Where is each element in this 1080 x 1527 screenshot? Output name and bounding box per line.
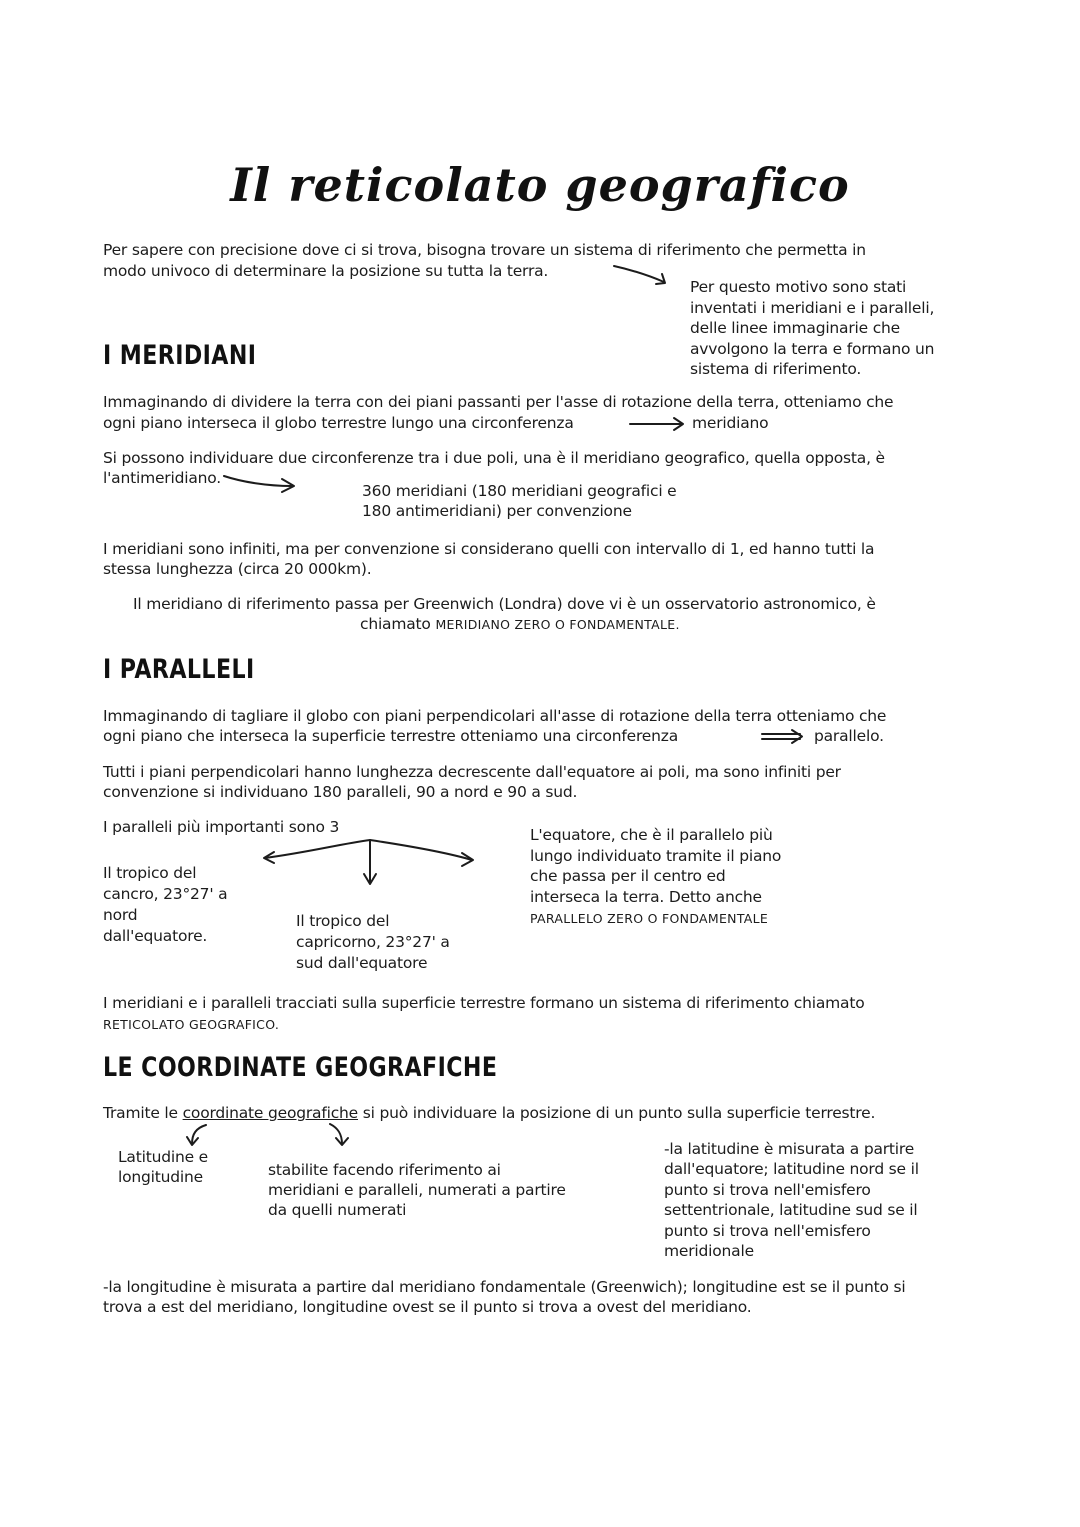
arrow-icon	[612, 262, 672, 288]
meridiani-p4-line-2	[360, 614, 680, 635]
arrow-icon	[324, 1122, 354, 1148]
meridiano-zero-label: MERIDIANO ZERO O FONDAMENTALE.	[435, 617, 680, 632]
equatore-line-2: lungo individuato tramite il piano	[530, 847, 782, 865]
lat-long-line-2: longitudine	[118, 1168, 203, 1186]
paralleli-main-label: I paralleli più importanti sono 3	[103, 818, 340, 836]
equatore-line-1: L'equatore, che è il parallelo più	[530, 826, 773, 844]
meridiani-p2-note-1: 360 meridiani (180 meridiani geografici e	[362, 482, 677, 500]
meridiani-p1-line-1: Immaginando di dividere la terra con dei piani passanti per l'asse di rotazione della terra, otteniamo che	[103, 393, 894, 411]
lat-long-line-1: Latitudine e	[118, 1148, 208, 1166]
meridiani-p4-pre: chiamato	[360, 615, 431, 633]
coordinate-p1-post: si può individuare la posizione di un punto sulla superficie terrestre.	[362, 1104, 876, 1122]
capricorno-line-1: Il tropico del	[296, 912, 390, 930]
meridiani-p4-line-1: Il meridiano di riferimento passa per Greenwich (Londra) dove vi è un osservatorio astronomico, è	[133, 595, 876, 613]
cancro-line-2: cancro, 23°27' a	[103, 885, 228, 903]
branch-arrows-icon	[260, 836, 480, 888]
heading-meridiani: I MERIDIANI	[103, 340, 257, 371]
intro-line-1: Per sapere con precisione dove ci si trova, bisogna trovare un sistema di riferimento che permetta in	[103, 241, 866, 259]
cancro-line-4: dall'equatore.	[103, 927, 208, 945]
latitudine-line-6: meridionale	[664, 1242, 754, 1260]
meridiani-p1-result: meridiano	[692, 414, 769, 432]
stabilite-line-3: da quelli numerati	[268, 1201, 407, 1219]
stabilite-line-1: stabilite facendo riferimento ai	[268, 1161, 501, 1179]
latitudine-line-1: -la latitudine è misurata a partire	[664, 1140, 915, 1158]
paralleli-p2-line-2: convenzione si individuano 180 paralleli, 90 a nord e 90 a sud.	[103, 783, 578, 801]
coordinate-p1-pre: Tramite le	[103, 1104, 178, 1122]
cancro-line-3: nord	[103, 906, 138, 924]
intro-note-3: delle linee immaginarie che	[690, 319, 900, 337]
intro-note-4: avvolgono la terra e formano un	[690, 340, 935, 358]
arrow-icon	[184, 1122, 214, 1148]
latitudine-line-3: punto si trova nell'emisfero	[664, 1181, 871, 1199]
latitudine-line-4: settentrionale, latitudine sud se il	[664, 1201, 918, 1219]
capricorno-line-2: capricorno, 23°27' a	[296, 933, 450, 951]
arrow-icon	[628, 416, 688, 432]
page-title: Il reticolato geografico	[230, 158, 850, 212]
parallelo-zero-label: PARALLELO ZERO O FONDAMENTALE	[530, 911, 769, 926]
meridiani-p1-line-2: ogni piano interseca il globo terrestre lungo una circonferenza	[103, 414, 574, 432]
meridiani-p2-line-1: Si possono individuare due circonferenze tra i due poli, una è il meridiano geografico, quella opposta, è	[103, 449, 885, 467]
intro-note-2: inventati i meridiani e i paralleli,	[690, 299, 935, 317]
heading-coordinate: LE COORDINATE GEOGRAFICHE	[103, 1052, 498, 1083]
meridiani-p3-line-2: stessa lunghezza (circa 20 000km).	[103, 560, 372, 578]
heading-paralleli: I PARALLELI	[103, 654, 255, 685]
stabilite-line-2: meridiani e paralleli, numerati a partire	[268, 1181, 566, 1199]
intro-note-1: Per questo motivo sono stati	[690, 278, 907, 296]
cancro-line-1: Il tropico del	[103, 864, 197, 882]
arrow-icon	[760, 728, 808, 746]
latitudine-line-5: punto si trova nell'emisfero	[664, 1222, 871, 1240]
reticolato-label: RETICOLATO GEOGRAFICO.	[103, 1017, 280, 1032]
capricorno-line-3: sud dall'equatore	[296, 954, 428, 972]
paralleli-p1-line-1: Immaginando di tagliare il globo con piani perpendicolari all'asse di rotazione della terra otteniamo che	[103, 707, 887, 725]
meridiani-p3-line-1: I meridiani sono infiniti, ma per convenzione si considerano quelli con intervallo di 1, ed hanno tutti la	[103, 540, 875, 558]
paralleli-p1-line-2: ogni piano che interseca la superficie terrestre otteniamo una circonferenza	[103, 727, 678, 745]
equatore-line-4: interseca la terra. Detto anche	[530, 888, 762, 906]
coordinate-link: coordinate geografiche	[182, 1104, 359, 1122]
arrow-icon	[222, 472, 302, 496]
intro-note-5: sistema di riferimento.	[690, 360, 862, 378]
paralleli-summary-line-1: I meridiani e i paralleli tracciati sulla superficie terrestre formano un sistema di riferimento chiamato	[103, 994, 865, 1012]
equatore-line-3: che passa per il centro ed	[530, 867, 726, 885]
paralleli-p2-line-1: Tutti i piani perpendicolari hanno lunghezza decrescente dall'equatore ai poli, ma sono infiniti per	[103, 763, 841, 781]
intro-line-2: modo univoco di determinare la posizione su tutta la terra.	[103, 262, 549, 280]
longitudine-line-2: trova a est del meridiano, longitudine ovest se il punto si trova a ovest del meridiano.	[103, 1298, 752, 1316]
longitudine-line-1: -la longitudine è misurata a partire dal meridiano fondamentale (Greenwich); longitudine est se il punto si	[103, 1278, 906, 1296]
paralleli-p1-result: parallelo.	[814, 727, 884, 745]
latitudine-line-2: dall'equatore; latitudine nord se il	[664, 1160, 919, 1178]
coordinate-p1	[103, 1103, 875, 1124]
meridiani-p2-line-2: l'antimeridiano.	[103, 469, 221, 487]
meridiani-p2-note-2: 180 antimeridiani) per convenzione	[362, 502, 632, 520]
